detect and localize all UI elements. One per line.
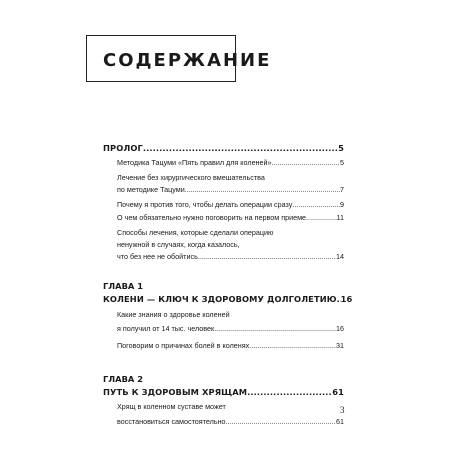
toc-subentry[interactable] bbox=[117, 401, 344, 428]
toc-subentry-text: что без нее не обойтись bbox=[117, 252, 198, 261]
toc-subentry-page: 16 bbox=[336, 324, 344, 333]
toc-subentry-text: Поговорим о причинах болей в коленях bbox=[117, 341, 250, 350]
toc-subentry[interactable] bbox=[117, 309, 344, 335]
dot-leader bbox=[247, 386, 332, 398]
toc-subentry-page: 5 bbox=[340, 158, 344, 167]
toc-entry-main[interactable] bbox=[103, 142, 344, 154]
toc-entry-page: 16 bbox=[340, 294, 353, 304]
chapter-label: ГЛАВА 1 bbox=[103, 281, 144, 291]
toc-subentry-text: по методике Тацуми bbox=[117, 185, 185, 194]
toc-section-chapter-2 bbox=[103, 373, 344, 428]
toc-subentry-page: 61 bbox=[336, 417, 344, 426]
toc-subentry-page: 31 bbox=[336, 341, 344, 350]
page-number: 3 bbox=[340, 405, 345, 415]
dot-leader bbox=[226, 416, 336, 428]
table-of-contents bbox=[103, 142, 353, 428]
toc-subentry[interactable] bbox=[117, 172, 344, 196]
dot-leader bbox=[143, 142, 338, 154]
toc-subentry-page: 14 bbox=[336, 252, 344, 261]
toc-subentry-text: восстановиться самостоятельно bbox=[117, 417, 226, 426]
toc-subentry-text: Методика Тацуми «Пять правил для коленей» bbox=[117, 158, 272, 167]
toc-subentry-text: Хрящ в коленном суставе может bbox=[117, 402, 226, 411]
toc-subentry-text: Почему я против того, чтобы делать операции сразу bbox=[117, 200, 293, 209]
toc-entry-page: 5 bbox=[338, 143, 344, 153]
toc-subentry[interactable] bbox=[117, 340, 344, 352]
toc-subentry-text: О чем обязательно нужно поговорить на первом приеме bbox=[117, 213, 307, 222]
toc-entry-main[interactable] bbox=[103, 293, 353, 305]
toc-subentry-text: Способы лечения, которые сделали операцию bbox=[117, 228, 274, 237]
page-title: СОДЕРЖАНИЕ bbox=[103, 50, 272, 71]
toc-section-chapter-1 bbox=[103, 280, 353, 352]
chapter-label: ГЛАВА 2 bbox=[103, 374, 144, 384]
dot-leader bbox=[214, 323, 336, 335]
toc-subentry-text: я получил от 14 тыс. человек bbox=[117, 324, 215, 333]
toc-entry-page: 61 bbox=[332, 387, 344, 397]
toc-subentry-text: Какие знания о здоровье коленей bbox=[117, 310, 230, 319]
toc-entry-title: ПРОЛОГ bbox=[103, 143, 143, 153]
toc-subentry[interactable] bbox=[117, 199, 344, 211]
toc-subentry-text: ненужной в случаях, когда казалось, bbox=[117, 240, 240, 249]
dot-leader bbox=[249, 340, 336, 352]
toc-entry-title: ПУТЬ К ЗДОРОВЫМ ХРЯЩАМ bbox=[103, 387, 248, 397]
dot-leader bbox=[198, 251, 336, 263]
dot-leader bbox=[292, 199, 340, 211]
toc-subentry[interactable] bbox=[117, 212, 344, 224]
toc-subentry[interactable] bbox=[117, 157, 344, 169]
toc-entry-main[interactable] bbox=[103, 386, 344, 398]
toc-subentry-page: 7 bbox=[340, 185, 344, 194]
toc-subentry-text: Лечение без хирургического вмешательства bbox=[117, 173, 265, 182]
toc-section-prologue bbox=[103, 142, 344, 263]
dot-leader bbox=[272, 157, 340, 169]
toc-entry-title: КОЛЕНИ — КЛЮЧ К ЗДОРОВОМУ ДОЛГОЛЕТИЮ bbox=[103, 294, 337, 304]
toc-subentry-page: 11 bbox=[336, 213, 344, 222]
dot-leader bbox=[306, 212, 336, 224]
toc-subentry[interactable] bbox=[117, 227, 344, 263]
dot-leader bbox=[185, 184, 340, 196]
toc-subentry-page: 9 bbox=[340, 200, 344, 209]
